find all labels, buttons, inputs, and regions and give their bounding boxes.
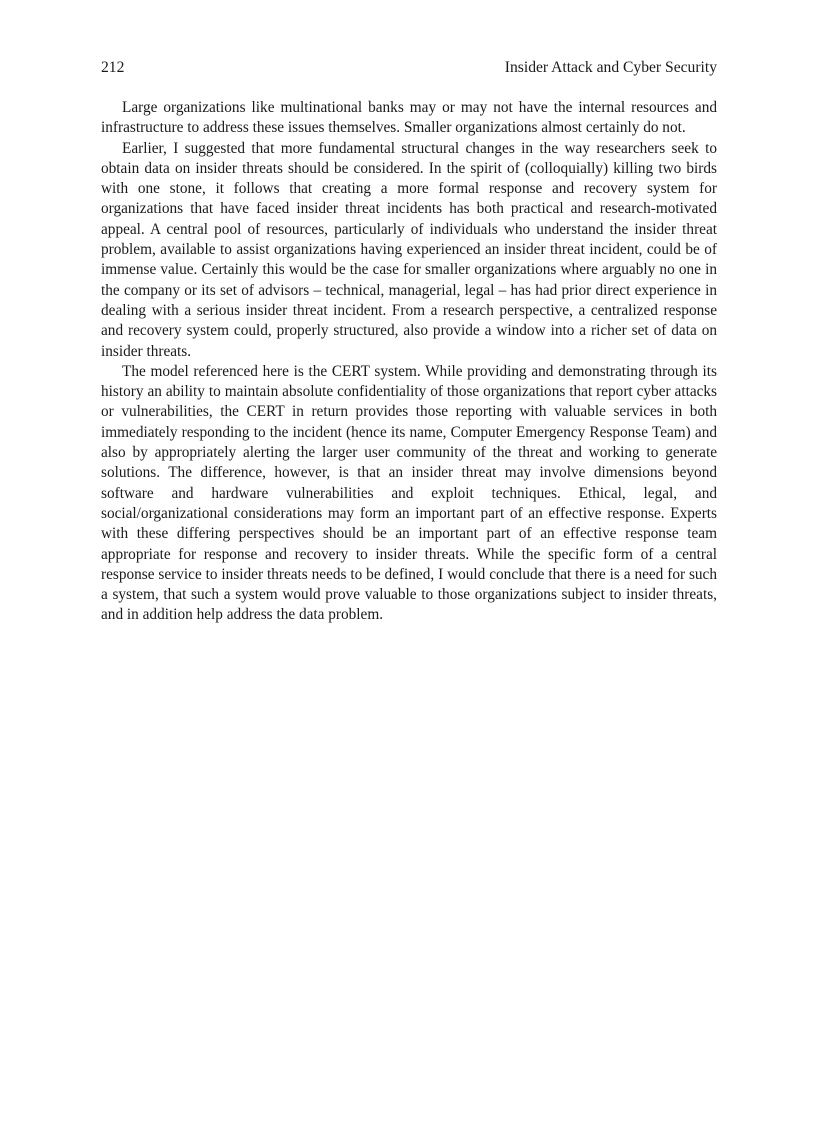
running-header — [101, 58, 717, 78]
paragraph: Large organizations like multinational banks may or may not have the internal resources and infrastructure to address these issues themselves. Smaller organizations almost certainly do not. — [101, 99, 717, 137]
paragraph: The model referenced here is the CERT system. While providing and demonstrating through its history an ability to maintain absolute confidentiality of those organizations that report cyber attacks or vulnerabilities, the CERT in return provides those reporting with valuable services in both immediately responding to the incident (hence its name, Computer Emergency Response Team) and also by appropriately alerting the larger user community of the threat and working to generate solutions. The difference, however, is that an insider threat may involve dimensions beyond software and hardware vulnerabilities and exploit techniques. Ethical, legal, and social/organizational considerations may form an important part of an effective response. Experts with these differing perspectives should be an important part of an effective response team appropriate for response and recovery to insider threats. While the specific form of a central response service to insider threats needs to be defined, I would conclude that there is a need for such a system, that such a system would prove valuable to those organizations subject to insider threats, and in addition help address the data problem. — [101, 362, 717, 624]
running-title: Insider Attack and Cyber Security — [504, 59, 717, 76]
paragraph: Earlier, I suggested that more fundamental structural changes in the way researchers seek to obtain data on insider threats should be considered. In the spirit of (colloquially) killing two birds with one stone, it follows that creating a more formal response and recovery system for organizations that have faced insider threat incidents has both practical and research-motivated appeal. A central pool of resources, particularly of individuals who understand the insider threat problem, available to assist organizations having experienced an insider threat incident, could be of immense value. Certainly this would be the case for smaller organizations where arguably no one in the company or its set of advisors – technical, managerial, legal – has had prior direct experience in dealing with a serious insider threat incident. From a research perspective, a centralized response and recovery system could, properly structured, also provide a window into a richer set of data on insider threats. — [101, 139, 717, 360]
document-page — [101, 58, 717, 626]
page-number: 212 — [101, 59, 125, 76]
body-text — [101, 98, 717, 626]
